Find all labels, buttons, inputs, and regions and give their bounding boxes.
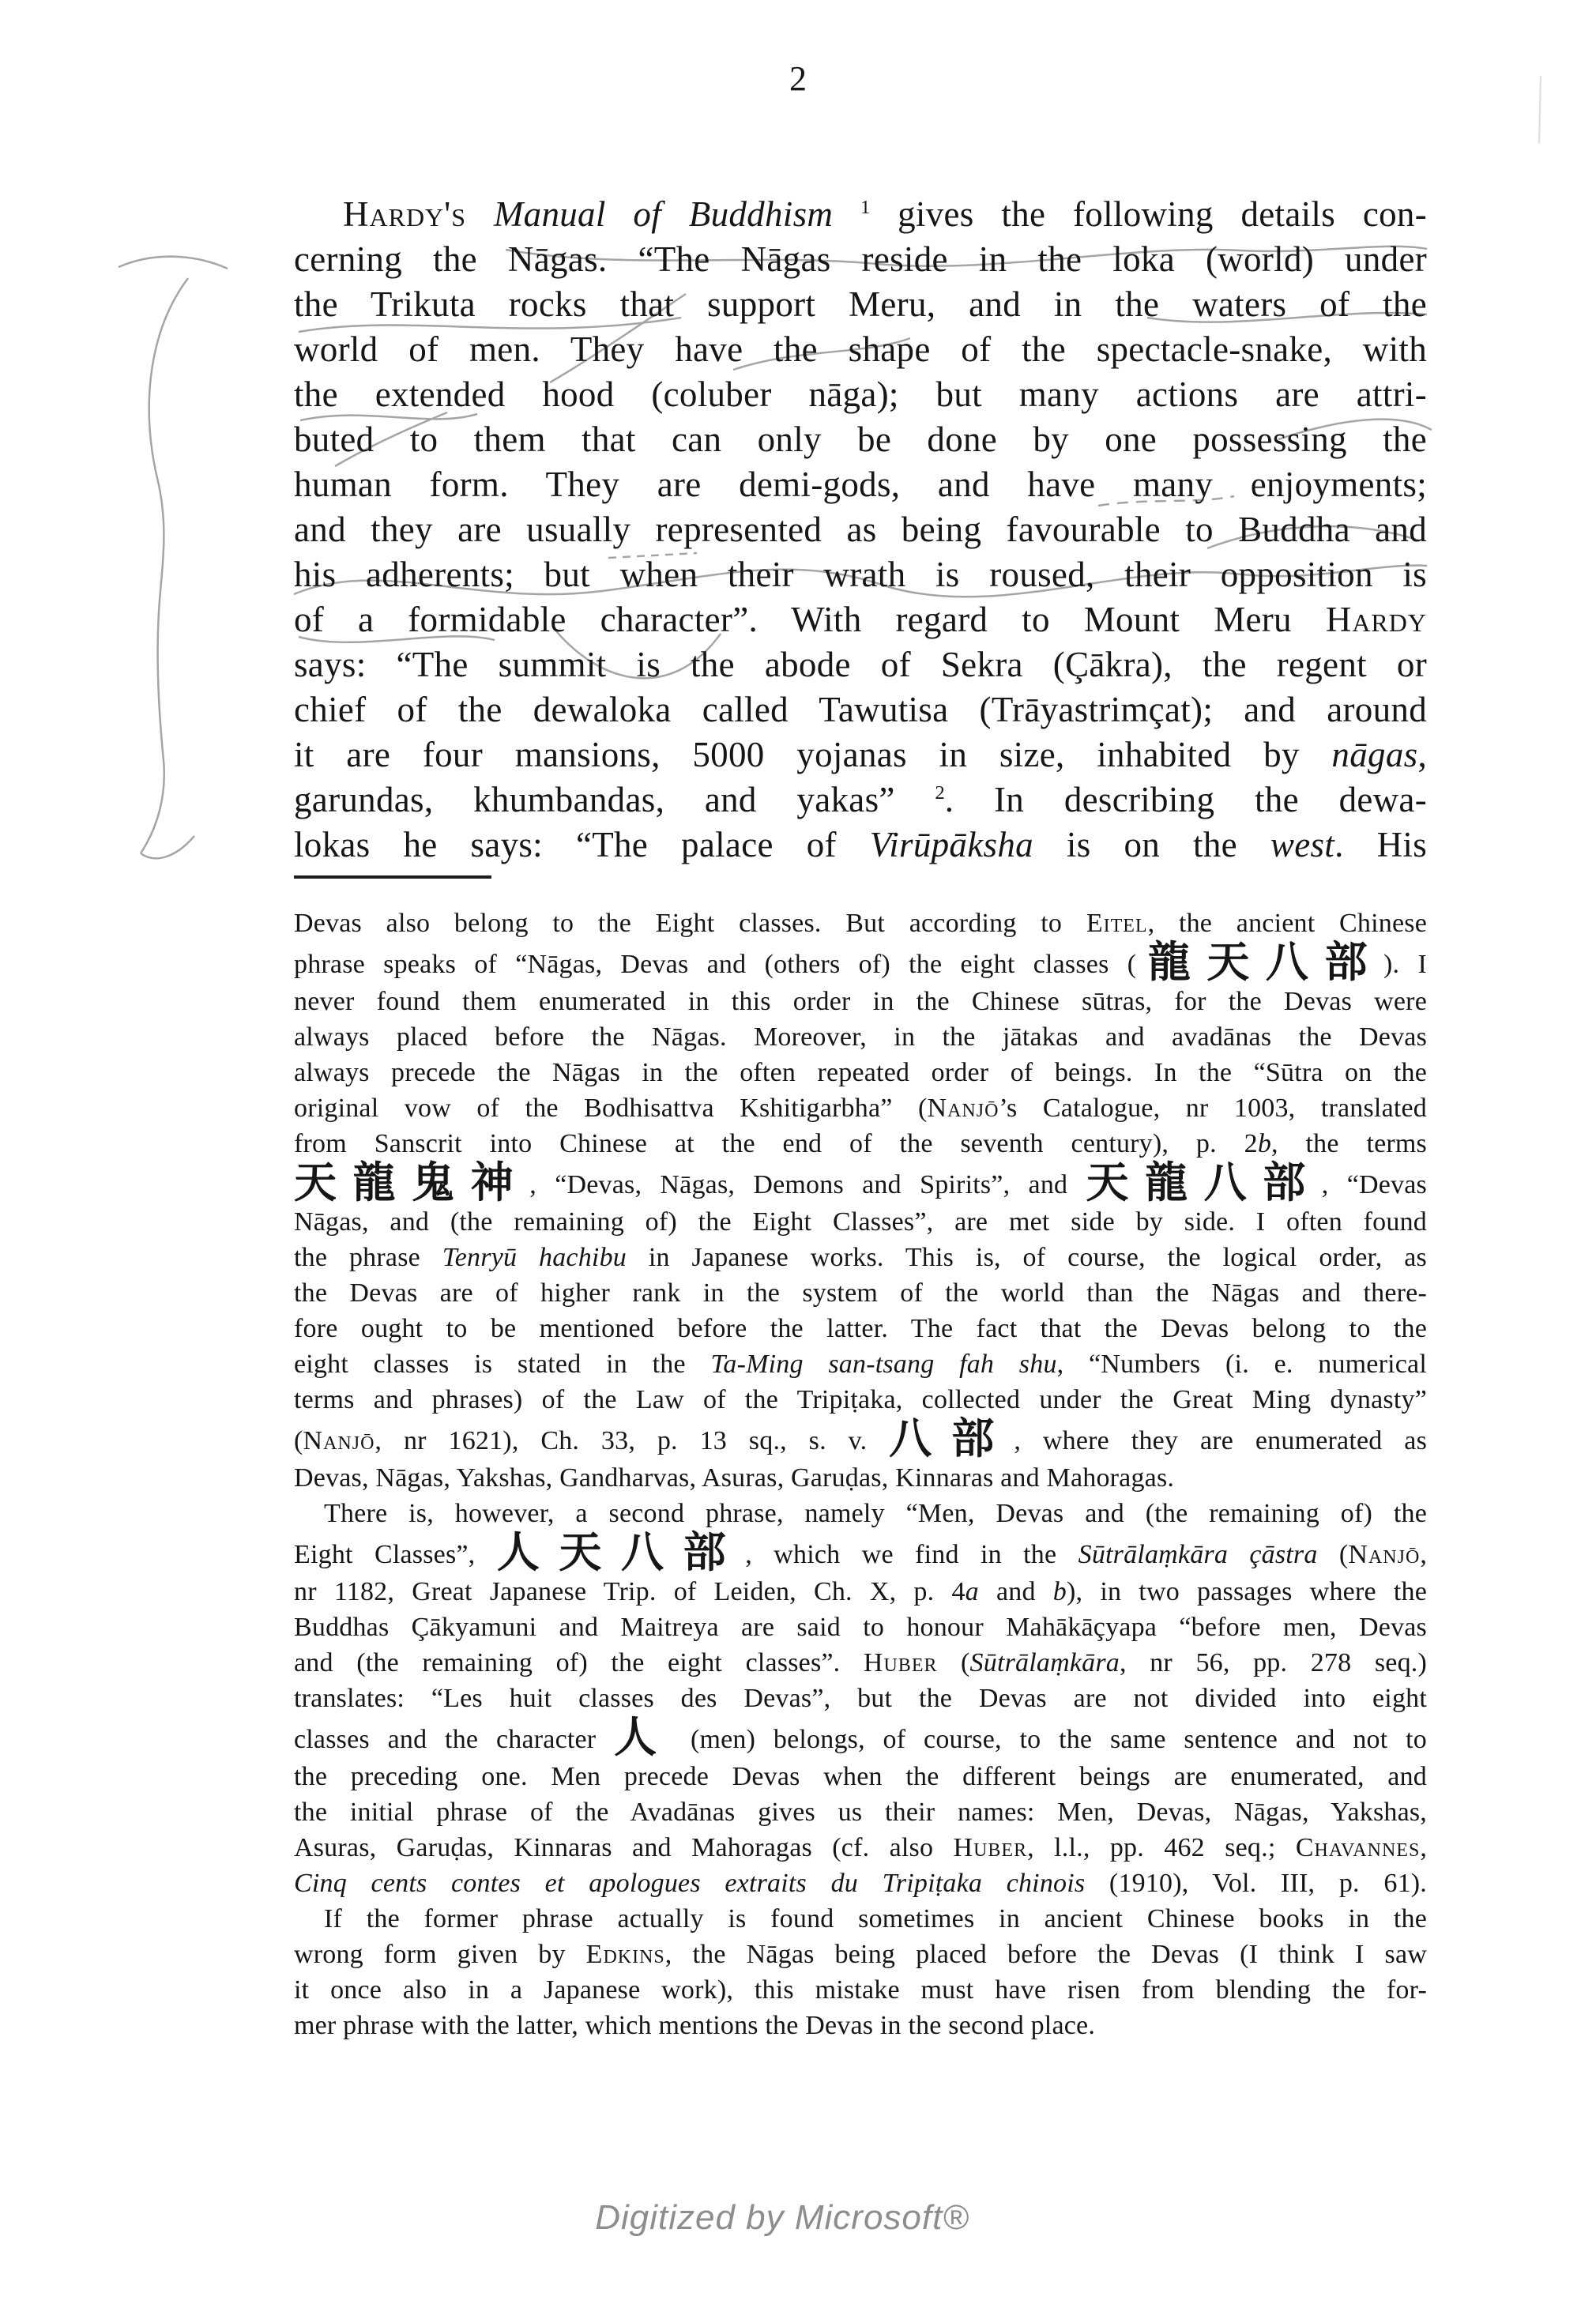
text-line xyxy=(294,2008,1427,2043)
text-segment: classes and the character xyxy=(294,1725,615,1754)
text-segment: 1 xyxy=(860,197,871,218)
text-segment: Tenryū hachibu xyxy=(442,1243,627,1272)
footnote-block xyxy=(294,905,1427,2043)
text-line xyxy=(294,1019,1427,1055)
text-line xyxy=(294,1527,1428,1577)
cjk-phrase: 人天八部 xyxy=(496,1527,746,1577)
text-segment: it once also in a Japanese work), this mistake must have risen from blending the for- xyxy=(294,1975,1427,2005)
text-line xyxy=(294,1346,1427,1382)
text-line xyxy=(294,1158,1427,1207)
text-segment: . In describing the dewa- xyxy=(944,780,1427,819)
text-segment: cerning the Nāgas. “The Nāgas reside in the loka (world) under xyxy=(294,239,1427,279)
text-line xyxy=(294,1055,1427,1090)
text-segment: If the former phrase actually is found sometimes in ancient Chinese books in the xyxy=(324,1904,1427,1933)
text-line xyxy=(294,372,1427,417)
text-line xyxy=(294,1204,1427,1240)
text-segment: b xyxy=(1052,1577,1067,1606)
text-segment: Huber xyxy=(953,1833,1028,1862)
text-segment: always precede the Nāgas in the often repeated order of beings. In the “Sūtra on the xyxy=(294,1058,1427,1087)
text-segment: mer phrase with the latter, which mentions the Devas in the second place. xyxy=(294,2011,1096,2040)
text-segment: Nanjō xyxy=(927,1094,999,1123)
text-segment: Chavannes xyxy=(1295,1833,1421,1862)
text-segment: Manual of Buddhism xyxy=(493,194,860,234)
text-line xyxy=(294,552,1427,597)
text-segment: Nanjō xyxy=(1348,1540,1421,1569)
text-line xyxy=(294,1460,1427,1496)
pencil-margin-bracket xyxy=(141,278,188,853)
text-segment: Hardy's xyxy=(343,194,467,234)
text-segment: the extended hood (coluber nāga); but many actions are attri- xyxy=(294,375,1427,414)
text-line xyxy=(294,1794,1427,1830)
text-segment: , nr 56, pp. 278 seq.) xyxy=(1119,1648,1427,1677)
text-segment: Nanjō xyxy=(303,1426,375,1455)
text-segment: chief of the dewaloka called Tawutisa (Trāyastrimçat); and around xyxy=(294,690,1427,729)
text-segment: (1910), Vol. III, p. 61). xyxy=(1085,1869,1427,1898)
text-segment: There is, however, a second phrase, namely “Men, Devas and (the remaining of) the xyxy=(324,1499,1427,1528)
text-segment: gives the following details con- xyxy=(870,194,1427,234)
text-line xyxy=(294,1496,1427,1531)
text-line xyxy=(294,237,1427,282)
text-segment: ). I xyxy=(1383,950,1428,979)
text-line xyxy=(294,462,1427,507)
text-segment: eight classes is stated in the xyxy=(294,1350,711,1379)
text-segment: , which we find in the xyxy=(745,1540,1078,1569)
text-line xyxy=(294,1645,1427,1681)
text-line xyxy=(294,282,1427,327)
text-segment: Cinq cents contes et apologues extraits du Tripiṭaka chinois xyxy=(294,1869,1086,1898)
text-line xyxy=(294,192,1427,237)
text-line xyxy=(294,1610,1427,1645)
text-segment: Huber xyxy=(863,1648,938,1677)
text-segment: human form. They are demi-gods, and have many enjoyments; xyxy=(294,465,1427,504)
text-segment: from Sanscrit into Chinese at the end of the seventh century), p. 2 xyxy=(294,1129,1258,1158)
text-segment: the phrase xyxy=(294,1243,442,1272)
text-segment: buted to them that can only be done by one possessing the xyxy=(294,420,1427,459)
text-segment: west xyxy=(1270,825,1335,864)
text-segment: , the ancient Chinese xyxy=(1147,909,1427,938)
cjk-phrase: 八部 xyxy=(889,1414,1014,1463)
text-segment: , xyxy=(1420,1833,1428,1862)
text-segment: Devas, Nāgas, Yakshas, Gandharvas, Asuras, Garuḍas, Kinnaras and Mahoragas. xyxy=(294,1463,1175,1493)
text-segment: world of men. They have the shape of the spectacle-snake, with xyxy=(294,329,1427,369)
text-segment: original vow of the Bodhisattva Kshitigarbha” ( xyxy=(294,1094,928,1123)
text-segment: ( xyxy=(937,1648,970,1677)
text-segment: is on the xyxy=(1033,825,1270,864)
text-segment: it are four mansions, 5000 yojanas in size, inhabited by xyxy=(294,735,1332,774)
footnote-divider xyxy=(294,875,491,879)
text-segment: Ta-Ming san-tsang fah shu xyxy=(710,1350,1057,1379)
text-segment: says: “The summit is the abode of Sekra (Çākra), the regent or xyxy=(294,645,1427,684)
text-segment: , nr 1621), Ch. 33, p. 13 sq., s. v. xyxy=(375,1426,890,1455)
text-segment: , “Devas, Nāgas, Demons and Spirits”, and xyxy=(529,1170,1086,1199)
text-line xyxy=(294,937,1428,987)
text-segment: Asuras, Garuḍas, Kinnaras and Mahoragas (cf. also xyxy=(294,1833,954,1862)
text-segment: the Devas are of higher rank in the system of the world than the Nāgas and there- xyxy=(294,1278,1427,1308)
text-line xyxy=(294,1275,1427,1311)
text-line xyxy=(294,1414,1428,1463)
text-segment: , “Numbers (i. e. numerical xyxy=(1056,1350,1427,1379)
text-segment: wrong form given by xyxy=(294,1940,586,1969)
text-segment: fore ought to be mentioned before the latter. The fact that the Devas belong to the xyxy=(294,1314,1427,1343)
text-line xyxy=(294,905,1427,941)
text-segment: Eight Classes”, xyxy=(294,1540,497,1569)
text-line xyxy=(294,1240,1427,1275)
text-segment: a xyxy=(965,1577,979,1606)
text-segment: of a formidable character”. With regard to Mount Meru xyxy=(294,600,1326,639)
text-segment: in Japanese works. This is, of course, the logical order, as xyxy=(626,1243,1427,1272)
text-line xyxy=(294,507,1427,552)
text-segment: the preceding one. Men precede Devas when the different beings are enumerated, and xyxy=(294,1762,1427,1791)
text-segment: , the terms xyxy=(1271,1129,1427,1158)
text-line xyxy=(294,1937,1427,1972)
text-line xyxy=(294,1901,1427,1937)
text-line xyxy=(294,823,1427,868)
text-segment: (men) belongs, of course, to the same sentence and not to xyxy=(672,1725,1427,1754)
text-segment: b xyxy=(1257,1129,1272,1158)
main-text-block xyxy=(294,192,1427,868)
text-line xyxy=(294,1090,1427,1126)
text-segment: the initial phrase of the Avadānas gives us their names: Men, Devas, Nāgas, Yakshas, xyxy=(294,1798,1427,1827)
text-line xyxy=(294,1866,1427,1901)
text-line xyxy=(294,642,1427,687)
cjk-phrase: 龍天八部 xyxy=(1136,937,1384,987)
text-line xyxy=(294,1681,1427,1716)
text-line xyxy=(294,1972,1427,2008)
text-segment: Edkins xyxy=(585,1940,665,1969)
text-line xyxy=(294,1830,1427,1866)
text-segment: and xyxy=(978,1577,1053,1606)
text-line xyxy=(294,1574,1427,1610)
page-number: 2 xyxy=(789,59,807,98)
digitization-watermark: Digitized by Microsoft® xyxy=(595,2198,969,2237)
text-segment: terms and phrases) of the Law of the Tripiṭaka, collected under the Great Ming dynasty” xyxy=(294,1385,1427,1414)
text-line xyxy=(294,417,1427,462)
text-segment: never found them enumerated in this order in the Chinese sūtras, for the Devas were xyxy=(294,987,1427,1016)
text-segment: . His xyxy=(1334,825,1428,864)
text-line xyxy=(294,327,1427,372)
text-segment: Nāgas, and (the remaining of) the Eight Classes”, are met side by side. I often found xyxy=(294,1207,1427,1237)
text-segment: his adherents; but when their wrath is roused, their opposition is xyxy=(294,555,1427,594)
text-segment: , l.l., pp. 462 seq.; xyxy=(1027,1833,1296,1862)
text-segment: , xyxy=(1417,735,1427,774)
text-segment: , “Devas xyxy=(1321,1170,1427,1199)
text-segment: Sūtrālaṃkāra xyxy=(969,1648,1120,1677)
pencil-mark xyxy=(119,257,228,269)
text-segment: Virūpāksha xyxy=(869,825,1033,864)
cjk-phrase: 天龍八部 xyxy=(1086,1158,1322,1207)
pencil-margin-hook xyxy=(141,836,194,858)
text-segment: , where they are enumerated as xyxy=(1014,1426,1428,1455)
text-segment: lokas he says: “The palace of xyxy=(294,825,870,864)
cjk-phrase: 天龍鬼神 xyxy=(294,1158,530,1207)
text-segment: nr 1182, Great Japanese Trip. of Leiden, Ch. X, p. 4 xyxy=(294,1577,966,1606)
text-line xyxy=(294,597,1427,642)
text-segment: Hardy xyxy=(1325,600,1427,639)
text-segment: garundas, khumbandas, and yakas” xyxy=(294,780,935,819)
text-segment: ( xyxy=(294,1426,303,1455)
text-line xyxy=(294,1759,1427,1794)
text-segment: nāgas xyxy=(1331,735,1418,774)
text-segment: ’s Catalogue, nr 1003, translated xyxy=(999,1094,1427,1123)
text-line xyxy=(294,687,1427,732)
text-line xyxy=(294,777,1427,823)
text-segment: and they are usually represented as being favourable to Buddha and xyxy=(294,510,1427,549)
cjk-phrase: 人 xyxy=(614,1712,673,1762)
text-segment: , xyxy=(1420,1540,1428,1569)
text-segment: Eitel xyxy=(1086,909,1148,938)
text-line xyxy=(294,1126,1427,1162)
text-segment: and (the remaining of) the eight classes”. xyxy=(294,1648,864,1677)
text-segment: Sūtrālaṃkāra çāstra xyxy=(1078,1540,1318,1569)
text-line xyxy=(294,984,1427,1019)
text-segment xyxy=(466,194,494,234)
text-segment: ), in two passages where the xyxy=(1067,1577,1428,1606)
text-segment: ( xyxy=(1317,1540,1349,1569)
text-line xyxy=(294,1382,1427,1418)
text-line xyxy=(294,1712,1427,1762)
text-line xyxy=(294,1311,1427,1346)
text-segment: 2 xyxy=(935,782,945,804)
text-line xyxy=(294,732,1427,777)
text-segment: Buddhas Çākyamuni and Maitreya are said to honour Mahākāçyapa “before men, Devas xyxy=(294,1613,1427,1642)
text-segment: always placed before the Nāgas. Moreover, in the jātakas and avadānas the Devas xyxy=(294,1022,1427,1052)
text-segment: phrase speaks of “Nāgas, Devas and (others of) the eight classes ( xyxy=(294,950,1137,979)
text-segment: Devas also belong to the Eight classes. But according to xyxy=(294,909,1086,938)
text-segment: , the Nāgas being placed before the Devas (I think I saw xyxy=(664,1940,1427,1969)
text-segment: translates: “Les huit classes des Devas”, but the Devas are not divided into eight xyxy=(294,1684,1427,1713)
text-segment: the Trikuta rocks that support Meru, and in the waters of the xyxy=(294,284,1427,324)
